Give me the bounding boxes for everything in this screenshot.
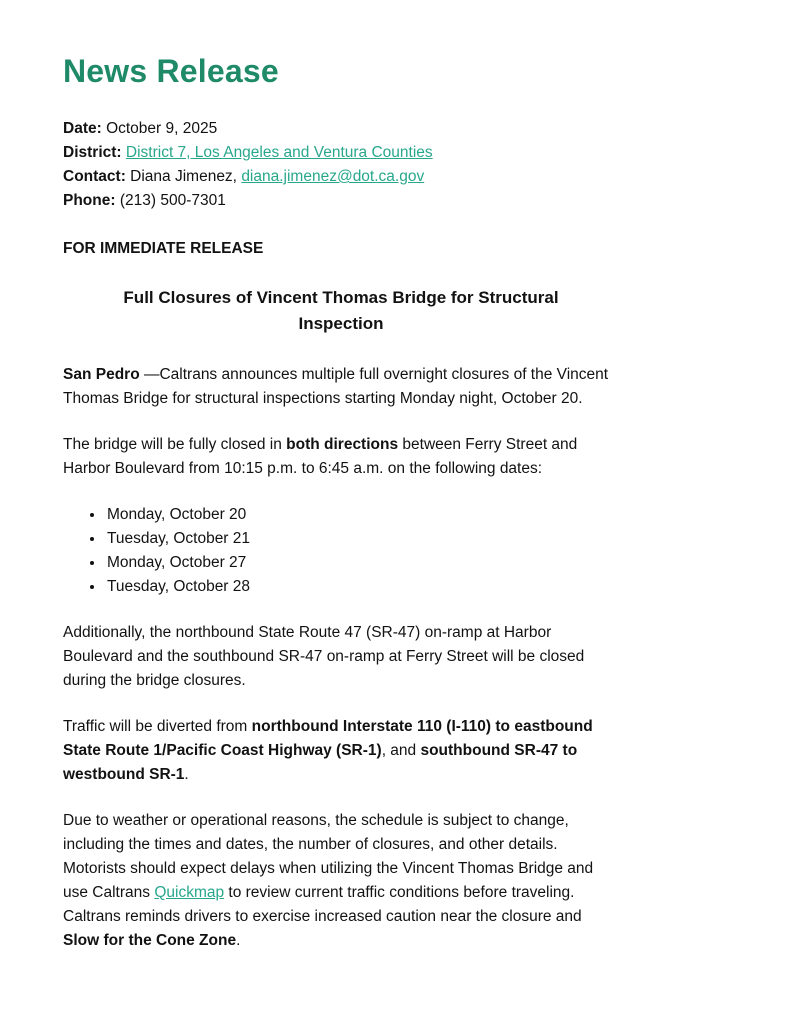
meta-phone-line bbox=[63, 189, 619, 213]
text-run: Diana Jimenez, bbox=[125, 168, 242, 185]
text-run: . bbox=[236, 932, 241, 949]
bold-text-run: both directions bbox=[286, 436, 399, 453]
text-run: , and bbox=[381, 742, 421, 759]
text-run: . bbox=[184, 766, 189, 783]
bold-text-run: southbound SR-47 to westbound SR-1 bbox=[63, 742, 578, 783]
bold-text-run: District: bbox=[63, 144, 122, 161]
body-paragraph-intro bbox=[63, 363, 619, 411]
bold-text-run: northbound Interstate 110 (I-110) to eastbound State Route 1/Pacific Coast Highway (SR-1) bbox=[63, 718, 593, 759]
body-paragraph-closure-hours bbox=[63, 433, 619, 481]
closure-dates-list bbox=[63, 503, 619, 599]
district-link[interactable]: District 7, Los Angeles and Ventura Counties bbox=[125, 144, 433, 161]
text-run: —Caltrans announces multiple full overnight closures of the Vincent Thomas Bridge for structural inspections starting Monday night, October 20. bbox=[63, 366, 609, 407]
body-paragraph-schedule-notice bbox=[63, 809, 619, 953]
bold-text-run: Date: bbox=[63, 120, 102, 137]
release-meta bbox=[63, 117, 619, 213]
page-title: News Release bbox=[63, 53, 279, 89]
text-run: The bridge will be fully closed in bbox=[63, 436, 287, 453]
meta-contact-line bbox=[63, 165, 619, 189]
closure-date-item: • Tuesday, October 28 bbox=[105, 575, 619, 599]
text-run: between Ferry Street and Harbor Boulevard from 10:15 p.m. to 6:45 a.m. on the following dates: bbox=[63, 436, 578, 477]
quickmap-link[interactable]: Quickmap bbox=[154, 884, 225, 901]
body-paragraph-ramps bbox=[63, 621, 619, 693]
headline: Full Closures of Vincent Thomas Bridge for Structural Inspection bbox=[123, 288, 559, 333]
meta-district-line bbox=[63, 141, 619, 165]
for-immediate-release-label: FOR IMMEDIATE RELEASE bbox=[63, 240, 264, 257]
body-paragraph-detours bbox=[63, 715, 619, 787]
text-run: Traffic will be diverted from bbox=[63, 718, 252, 735]
text-run: to review current traffic conditions before traveling. Caltrans reminds drivers to exercise increased caution near the closure and bbox=[63, 884, 582, 925]
text-run: October 9, 2025 bbox=[101, 120, 218, 137]
closure-date-item: • Tuesday, October 21 bbox=[105, 527, 619, 551]
closure-date-item: • Monday, October 27 bbox=[105, 551, 619, 575]
text-run: (213) 500-7301 bbox=[115, 192, 226, 209]
meta-date-line bbox=[63, 117, 619, 141]
text-run: Due to weather or operational reasons, the schedule is subject to change, including the times and dates, the number of closures, and other details. Motorists should expect delays when utilizing the Vincent Thomas Bridge and use Caltrans bbox=[63, 812, 594, 901]
bold-text-run: Phone: bbox=[63, 192, 116, 209]
text-run: Additionally, the northbound State Route 47 (SR-47) on-ramp at Harbor Boulevard and the southbound SR-47 on-ramp at Ferry Street will be closed during the bridge closures. bbox=[63, 624, 585, 689]
bold-text-run: Contact: bbox=[63, 168, 126, 185]
closure-date-item: • Monday, October 20 bbox=[105, 503, 619, 527]
contact-email-link[interactable]: diana.jimenez@dot.ca.gov bbox=[241, 168, 425, 185]
bold-text-run: San Pedro bbox=[63, 366, 144, 383]
bold-text-run: Slow for the Cone Zone bbox=[63, 932, 237, 949]
